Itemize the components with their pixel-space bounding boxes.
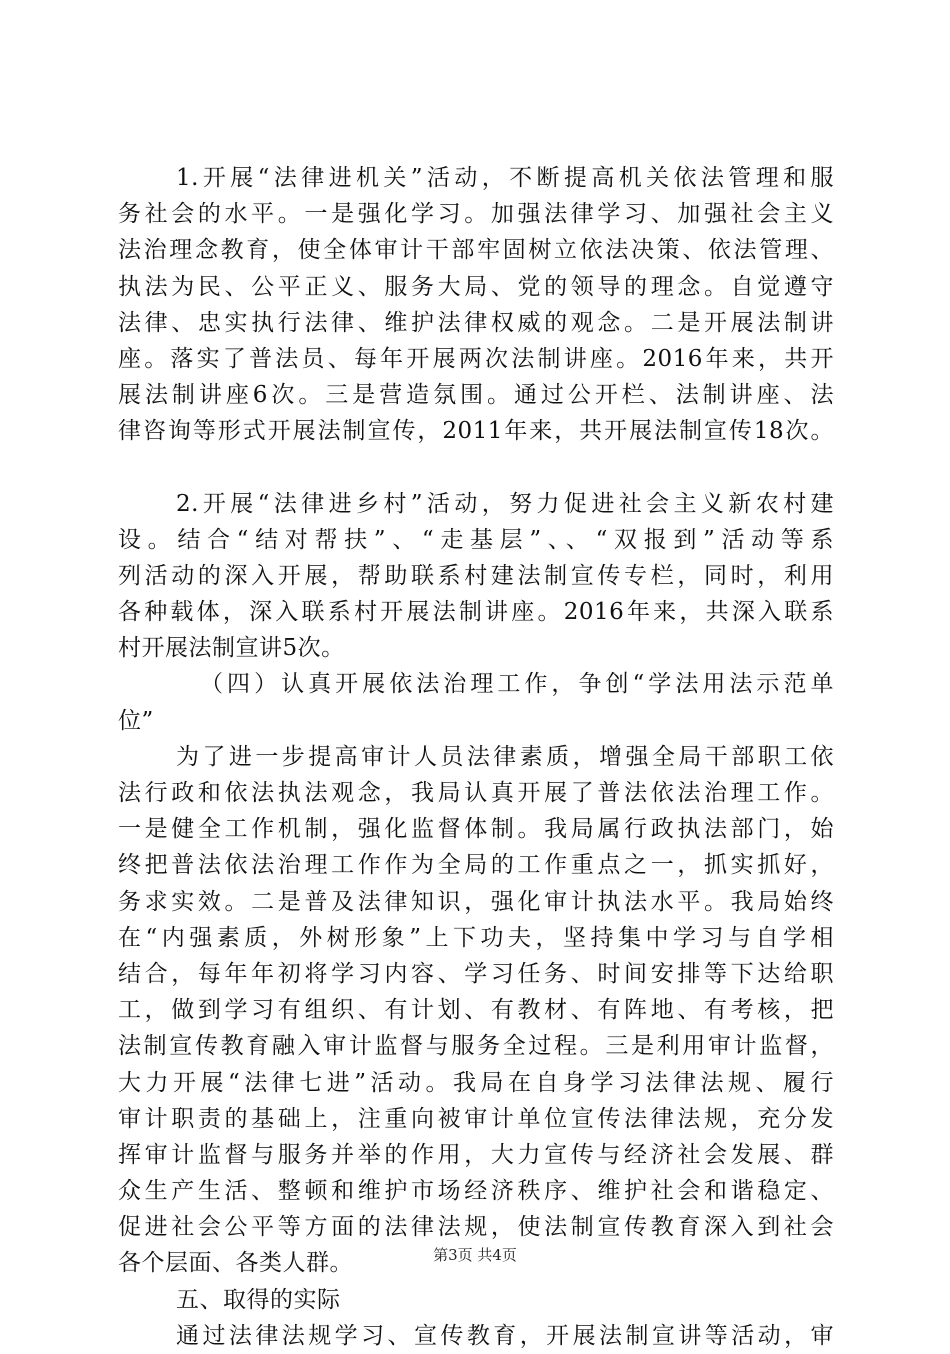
paragraph-governance-work — [118, 739, 834, 1282]
text-line: 各种载体，深入联系村开展法制讲座。2016年来，共深入联系 — [118, 599, 834, 626]
text-line: 法律、忠实执行法律、维护法律权威的观念。二是开展法制讲 — [118, 309, 834, 336]
text-line: 一是健全工作机制，强化监督体制。我局属行政执法部门，始 — [118, 816, 834, 843]
text-line: 众生产生活、整顿和维护市场经济秩序、维护社会和谐稳定、 — [118, 1178, 834, 1205]
text-line: 挥审计监督与服务并举的作用，大力宣传与经济社会发展、群 — [118, 1141, 834, 1168]
text-line: 座。落实了普法员、每年开展两次法制讲座。2016年来，共开 — [118, 345, 834, 372]
section-heading-five — [118, 1282, 834, 1318]
section-heading: 五、取得的实际 — [176, 1286, 341, 1313]
text-line: 1.开展“法律进机关”活动，不断提高机关依法管理和服 — [176, 165, 834, 191]
text-line: 为了进一步提高审计人员法律素质，增强全局干部职工依 — [176, 743, 834, 770]
text-line: 通过法律法规学习、宣传教育，开展法制宣讲等活动，审 — [176, 1322, 834, 1349]
text-line: 设。结合“结对帮扶”、“走基层”、、“双报到”活动等系 — [118, 526, 834, 553]
text-line: 展法制讲座6次。三是营造氛围。通过公开栏、法制讲座、法 — [118, 382, 834, 409]
text-line: 法行政和依法执法观念，我局认真开展了普法依法治理工作。 — [118, 780, 834, 806]
text-line: 法治理念教育，使全体审计干部牢固树立依法决策、依法管理、 — [118, 237, 834, 264]
text-line: 列活动的深入开展，帮助联系村建法制宣传专栏，同时，利用 — [118, 562, 834, 589]
text-line: 2.开展“法律进乡村”活动，努力促进社会主义新农村建 — [176, 490, 834, 517]
document-body — [118, 160, 834, 1354]
text-line: 法制宣传教育融入审计监督与服务全过程。三是利用审计监督， — [118, 1033, 834, 1060]
text-line: 务求实效。二是普及法律知识，强化审计执法水平。我局始终 — [118, 888, 834, 915]
paragraph-law-into-agencies — [118, 160, 834, 450]
paragraph-law-into-villages — [118, 486, 834, 667]
text-line: 促进社会公平等方面的法律法规，使法制宣传教育深入到社会 — [118, 1214, 834, 1241]
section-heading: （四）认真开展依法治理工作，争创“学法用法示范单 — [200, 671, 834, 698]
paragraph-gap — [118, 450, 834, 486]
page-number-footer: 第3页 共4页 — [433, 1246, 517, 1264]
text-line: 务社会的水平。一是强化学习。加强法律学习、加强社会主义 — [118, 201, 834, 228]
paragraph-results — [118, 1318, 834, 1354]
text-line: 在“内强素质，外树形象”上下功夫，坚持集中学习与自学相 — [118, 924, 834, 951]
text-line: 执法为民、公平正义、服务大局、党的领导的理念。自觉遵守 — [118, 273, 834, 300]
section-heading-four — [118, 666, 834, 738]
text-line: 终把普法依法治理工作作为全局的工作重点之一，抓实抓好， — [118, 852, 834, 879]
text-line: 结合，每年年初将学习内容、学习任务、时间安排等下达给职 — [118, 960, 834, 987]
text-line: 律咨询等形式开展法制宣传，2011年来，共开展法制宣传18次。 — [118, 418, 834, 445]
text-line: 村开展法制宣讲5次。 — [118, 635, 345, 662]
section-heading: 位” — [118, 707, 154, 734]
text-line: 各个层面、各类人群。 — [118, 1250, 353, 1277]
text-line: 大力开展“法律七进”活动。我局在自身学习法律法规、履行 — [118, 1069, 834, 1096]
text-line: 审计职责的基础上，注重向被审计单位宣传法律法规，充分发 — [118, 1105, 834, 1132]
text-line: 工，做到学习有组织、有计划、有教材、有阵地、有考核，把 — [118, 997, 834, 1024]
